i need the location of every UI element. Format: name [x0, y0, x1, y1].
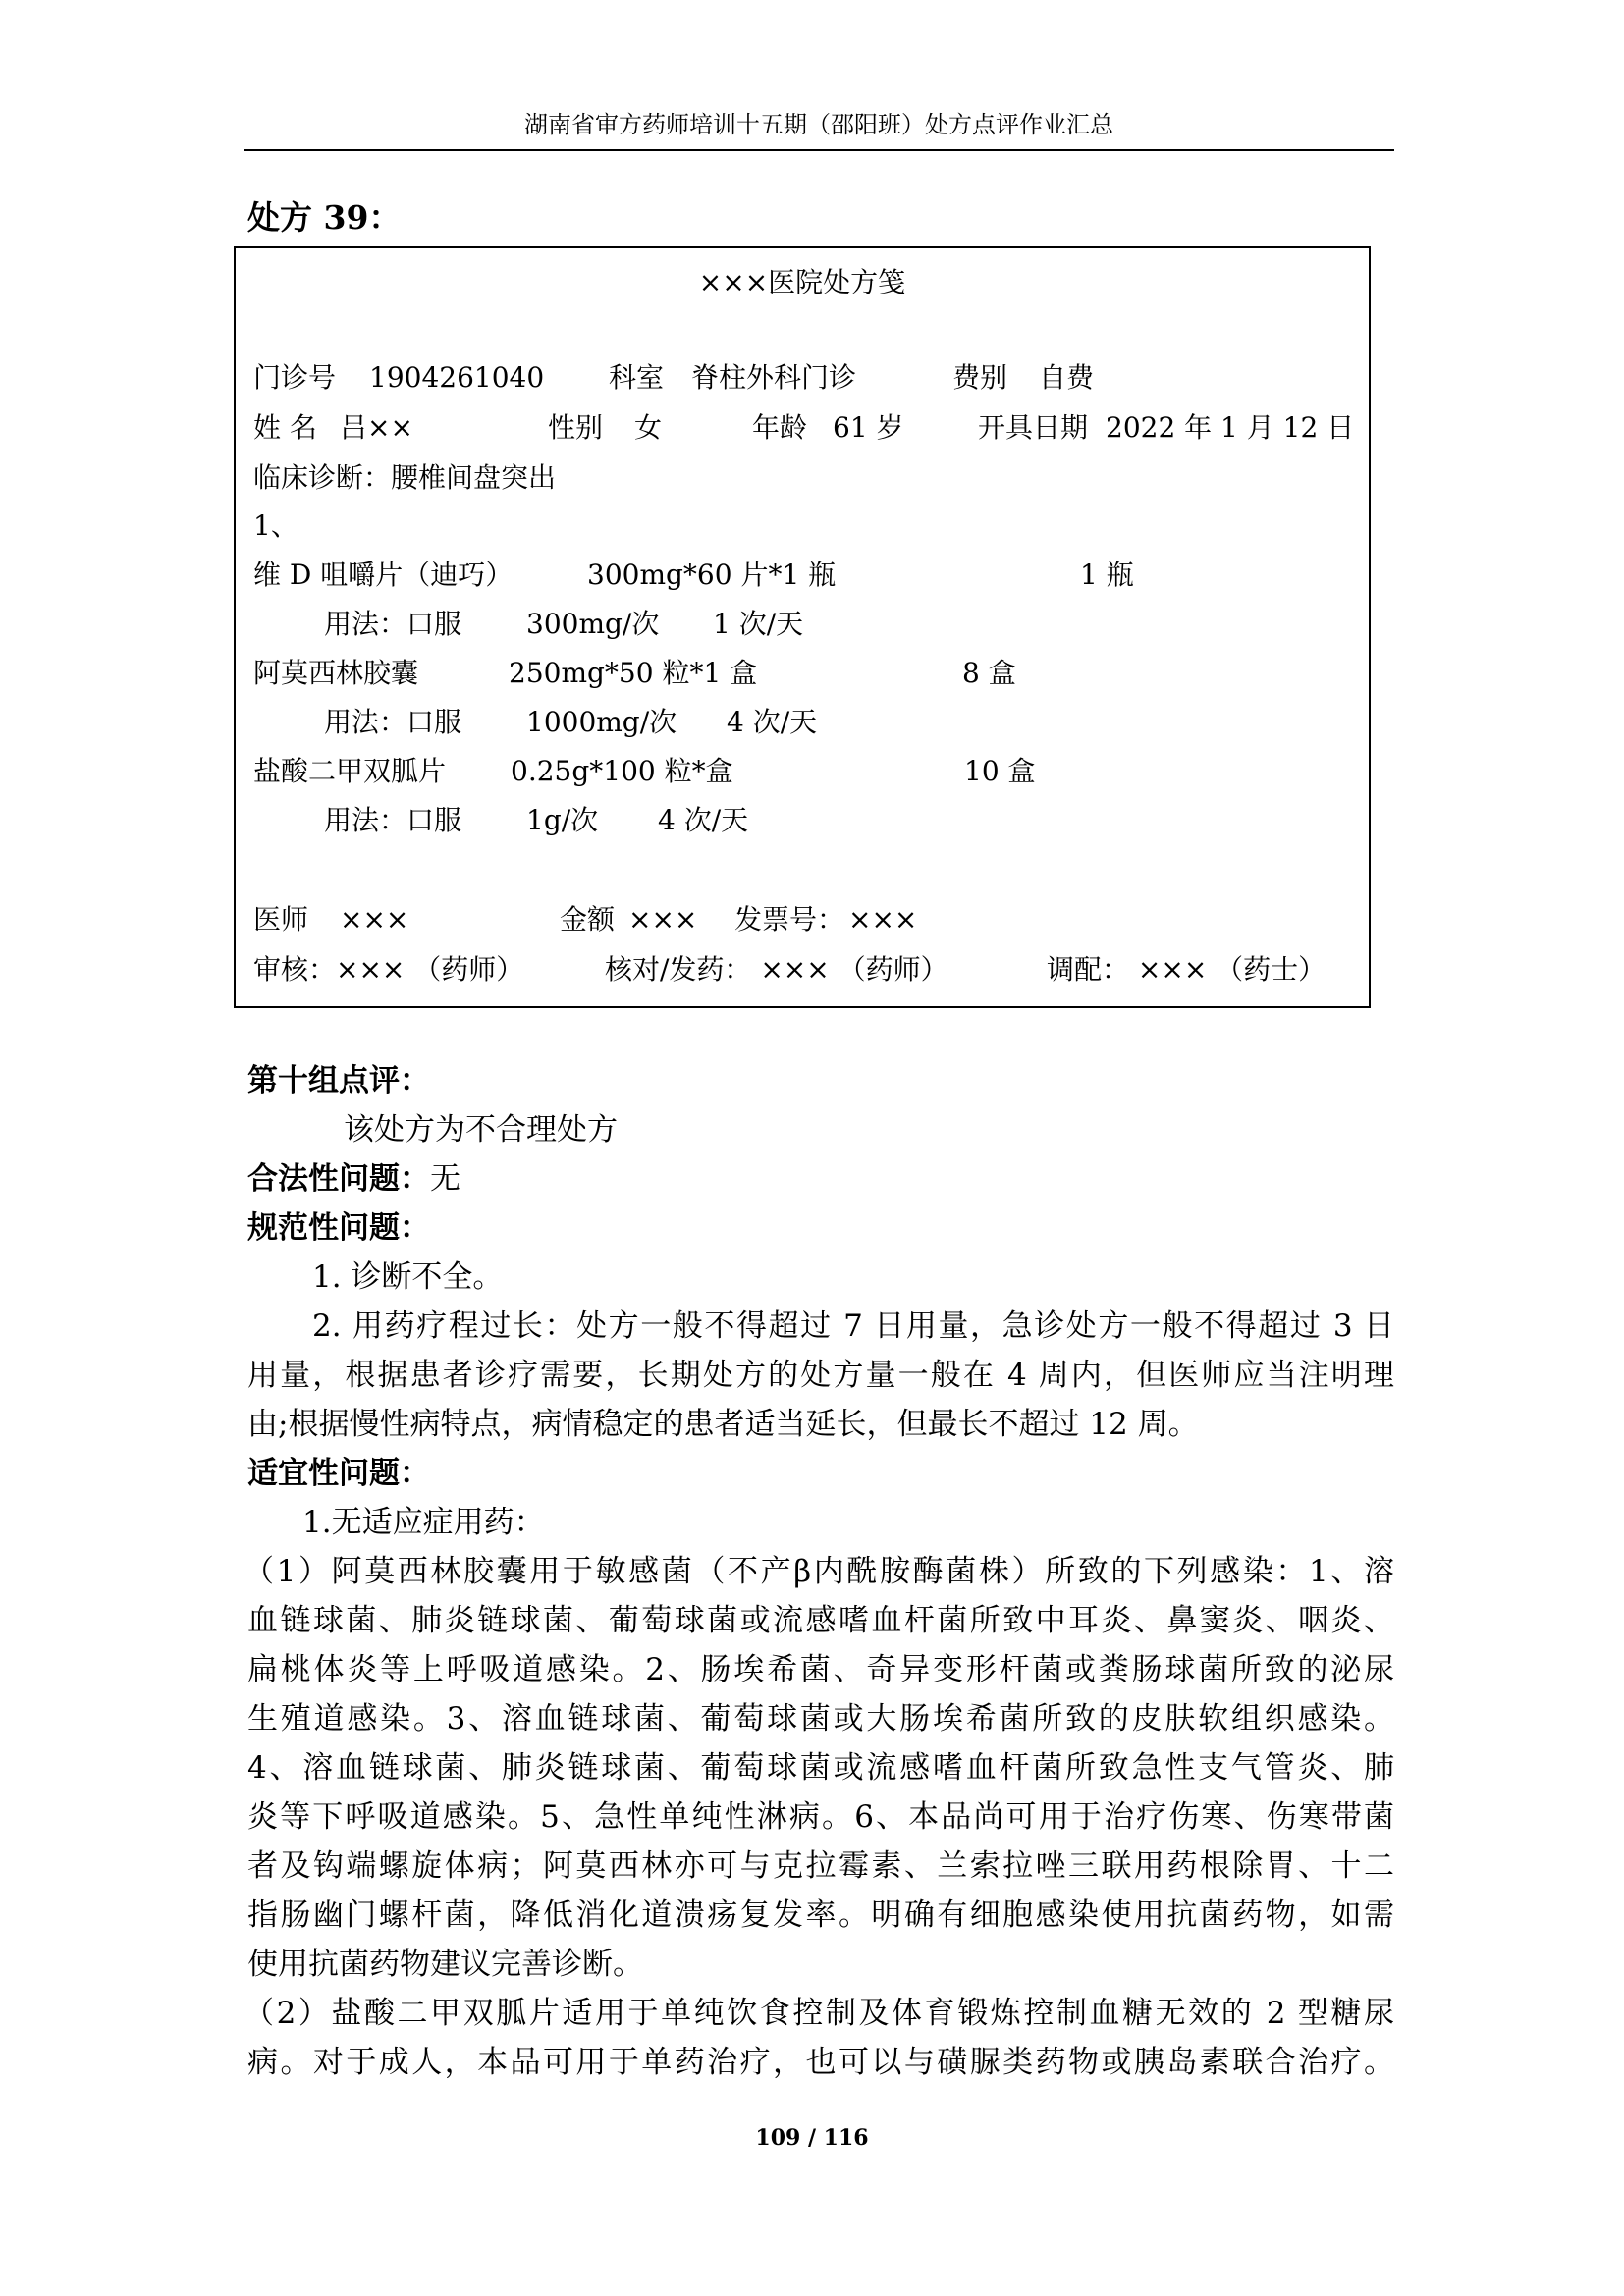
dept-label: 科室: [609, 361, 665, 394]
doctor-label: 医师: [253, 903, 309, 935]
legal-label: 合法性问题：: [247, 1161, 430, 1197]
suit-line: 者及钩端螺旋体病；阿莫西林亦可与克拉霉素、兰索拉唑三联用药根除胃、十二: [247, 1848, 1394, 1884]
suit-label: 适宜性问题：: [247, 1456, 430, 1491]
drug-usage: 用法：口服: [324, 804, 462, 836]
suit-line: 扁桃体炎等上呼吸道感染。2、肠埃希菌、奇异变形杆菌或粪肠球菌所致的泌尿: [247, 1652, 1394, 1687]
invoice-value: ×××: [848, 903, 918, 935]
header-rule: [244, 149, 1394, 151]
drug-quantity: 1 瓶: [1080, 559, 1134, 591]
sex-label: 性别: [548, 411, 604, 444]
drug-frequency: 4 次/天: [658, 804, 749, 836]
suit-line: 血链球菌、肺炎链球菌、葡萄球菌或流感嗜血杆菌所致中耳炎、鼻窦炎、咽炎、: [247, 1603, 1394, 1638]
drug-frequency: 1 次/天: [713, 608, 804, 640]
doctor-value: ×××: [340, 903, 409, 935]
fee-label: 费别: [952, 361, 1008, 394]
age-label: 年龄: [752, 411, 808, 444]
drug-spec: 300mg*60 片*1 瓶: [587, 559, 837, 591]
invoice-label: 发票号：: [734, 903, 845, 935]
outpatient-label: 门诊号: [253, 361, 337, 394]
norm-label: 规范性问题：: [247, 1210, 430, 1246]
drug-spec: 0.25g*100 粒*盒: [511, 755, 733, 787]
name-value: 吕××: [340, 411, 413, 444]
check-signature: 核对/发药： ××× （药师）: [605, 953, 948, 986]
drug-name: 盐酸二甲双胍片: [253, 755, 447, 787]
drug-name: 维 D 咀嚼片（迪巧）: [253, 559, 514, 591]
review-group-title: 第十组点评：: [247, 1063, 430, 1098]
outpatient-number: 1904261040: [369, 361, 545, 394]
review-verdict: 该处方为不合理处方: [344, 1112, 618, 1148]
suit-line: 4、溶血链球菌、肺炎链球菌、葡萄球菌或流感嗜血杆菌所致急性支气管炎、肺: [247, 1750, 1394, 1786]
date-value: 2022 年 1 月 12 日: [1106, 411, 1355, 444]
norm-item-cont: 用量，根据患者诊疗需要，长期处方的处方量一般在 4 周内，但医师应当注明理: [247, 1358, 1394, 1393]
suit-line: （1）阿莫西林胶囊用于敏感菌（不产β内酰胺酶菌株）所致的下列感染：1、溶: [244, 1554, 1394, 1589]
drug-spec: 250mg*50 粒*1 盒: [509, 657, 758, 689]
sex-value: 女: [634, 411, 663, 444]
suit-line: 使用抗菌药物建议完善诊断。: [247, 1947, 643, 1982]
prescription-form: [234, 246, 1371, 1008]
dispense-signature: 调配： ××× （药士）: [1047, 953, 1326, 986]
drug-dose: 1g/次: [526, 804, 599, 836]
page-header: 湖南省审方药师培训十五期（邵阳班）处方点评作业汇总: [524, 111, 1113, 138]
age-value: 61 岁: [833, 411, 904, 444]
drug-index: 1、: [253, 509, 298, 542]
legal-issue: [247, 1154, 460, 1203]
legal-value: 无: [430, 1161, 460, 1197]
prescription-label: 处方 39：: [247, 198, 402, 237]
suit-line: 病。对于成人，本品可用于单药治疗，也可以与磺脲类药物或胰岛素联合治疗。: [247, 2045, 1394, 2080]
drug-usage: 用法：口服: [324, 706, 462, 738]
norm-item-cont: 由;根据慢性病特点，病情稳定的患者适当延长，但最长不超过 12 周。: [247, 1407, 1199, 1442]
drug-usage: 用法：口服: [324, 608, 462, 640]
date-label: 开具日期: [978, 411, 1089, 444]
suit-subheading: 1.无适应症用药：: [302, 1505, 545, 1540]
drug-dose: 1000mg/次: [526, 706, 677, 738]
drug-dose: 300mg/次: [526, 608, 660, 640]
prescription-heading: ×××医院处方笺: [698, 266, 906, 298]
review-section: [244, 1056, 1394, 2080]
norm-item: 2. 用药疗程过长：处方一般不得超过 7 日用量，急诊处方一般不得超过 3 日: [312, 1308, 1394, 1344]
diagnosis: 临床诊断：腰椎间盘突出: [253, 461, 557, 494]
suit-line: 指肠幽门螺杆菌，降低消化道溃疡复发率。明确有细胞感染使用抗菌药物，如需: [247, 1897, 1394, 1933]
drug-quantity: 10 盒: [964, 755, 1036, 787]
name-label: 姓 名: [253, 411, 317, 444]
amount-value: ×××: [628, 903, 698, 935]
norm-item: 1. 诊断不全。: [312, 1259, 504, 1295]
suit-line: 生殖道感染。3、溶血链球菌、葡萄球菌或大肠埃希菌所致的皮肤软组织感染。: [247, 1701, 1394, 1736]
suit-line: （2）盐酸二甲双胍片适用于单纯饮食控制及体育锻炼控制血糖无效的 2 型糖尿: [244, 1996, 1394, 2031]
suit-line: 炎等下呼吸道感染。5、急性单纯性淋病。6、本品尚可用于治疗伤寒、伤寒带菌: [247, 1799, 1394, 1835]
page-number: 109 / 116: [755, 2125, 869, 2151]
drug-frequency: 4 次/天: [727, 706, 818, 738]
drug-name: 阿莫西林胶囊: [253, 657, 419, 689]
fee-value: 自费: [1039, 361, 1095, 394]
review-signature: 审核：××× （药师）: [253, 953, 524, 986]
drug-quantity: 8 盒: [962, 657, 1016, 689]
amount-label: 金额: [560, 903, 616, 935]
dept-value: 脊柱外科门诊: [691, 361, 857, 394]
